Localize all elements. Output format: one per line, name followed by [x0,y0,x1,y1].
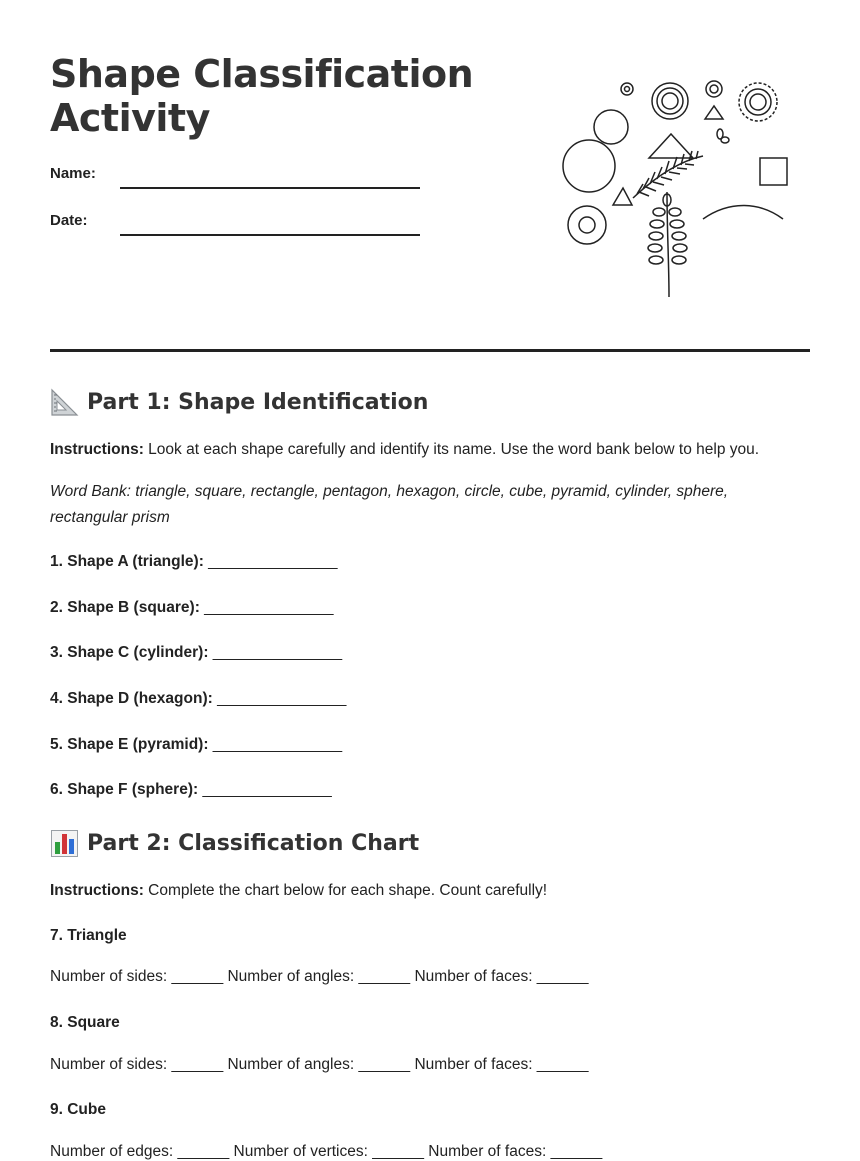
question-label: 2. Shape B (square): [50,599,200,616]
name-label: Name: [50,165,96,182]
header-divider [50,349,810,352]
instructions-label: Instructions: [50,441,144,458]
question-6 [50,781,332,799]
item-7-title: 7. Triangle [50,927,127,944]
item-8-title: 8. Square [50,1014,120,1031]
question-label: 5. Shape E (pyramid): [50,736,209,753]
question-1 [50,553,338,571]
question-label: 1. Shape A (triangle): [50,553,204,570]
part1-heading-text: Part 1: Shape Identification [87,390,429,415]
part2-heading [50,829,419,858]
worksheet-title: Shape Classification Activity [50,52,474,140]
item-9-title: 9. Cube [50,1101,106,1118]
date-label: Date: [50,212,88,229]
name-field[interactable] [120,187,420,189]
part1-heading [50,388,428,417]
answer-blank[interactable]: _______________ [208,736,343,753]
instructions-label: Instructions: [50,882,144,899]
part2-instructions [50,878,810,904]
answer-blank[interactable]: _______________ [199,599,334,616]
date-field[interactable] [120,234,420,236]
question-label: 3. Shape C (cylinder): [50,644,209,661]
question-label: 6. Shape F (sphere): [50,781,199,798]
bar-chart-icon [50,829,79,858]
part2-heading-text: Part 2: Classification Chart [87,831,420,856]
question-4 [50,690,346,708]
word-bank: Word Bank: triangle, square, rectangle, pentagon, hexagon, circle, cube, pyramid, cylinder, sphere, rectangular prism [50,483,729,526]
question-3 [50,644,342,662]
item-8-answers[interactable]: Number of sides: ______ Number of angles: ______ Number of faces: ______ [50,1056,589,1073]
answer-blank[interactable]: _______________ [203,553,338,570]
part1-instructions [50,437,810,463]
answer-blank[interactable]: _______________ [212,690,347,707]
item-9-answers[interactable]: Number of edges: ______ Number of vertices: ______ Number of faces: ______ [50,1143,603,1160]
instructions-text: Complete the chart below for each shape. Count carefully! [143,882,548,899]
question-2 [50,599,334,617]
answer-blank[interactable]: _______________ [198,781,332,798]
shapes-illustration [555,72,795,302]
question-label: 4. Shape D (hexagon): [50,690,213,707]
instructions-text: Look at each shape carefully and identify its name. Use the word bank below to help you. [143,441,760,458]
triangle-ruler-icon [50,388,79,417]
item-7-answers[interactable]: Number of sides: ______ Number of angles: ______ Number of faces: ______ [50,968,589,985]
answer-blank[interactable]: _______________ [208,644,343,661]
question-5 [50,736,342,754]
